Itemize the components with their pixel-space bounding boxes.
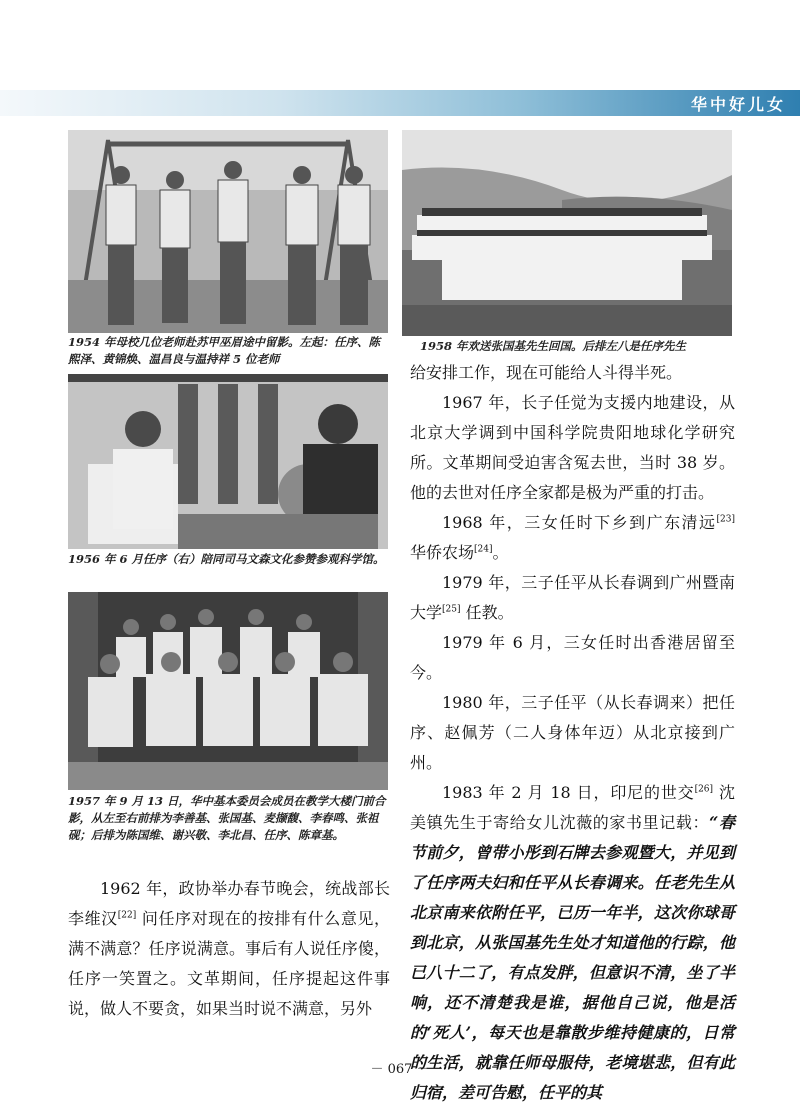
- photo-caption-4: 1958 年欢送张国基先生回国。后排左八是任序先生: [420, 339, 687, 353]
- right-paragraph-4: 1979 年 6 月，三女任时出香港居留至今。: [410, 633, 735, 682]
- section-title: 华中好儿女: [690, 95, 786, 114]
- text-run: 沈美镇先生于寄给女儿沈薇的家书里记载：: [410, 783, 735, 832]
- photo-teachers-1954: [68, 130, 388, 333]
- right-paragraph-2: [410, 508, 735, 568]
- page-number: － 067 －: [370, 1062, 430, 1077]
- text-run: 1962 年，政协举办春节晚会，统战部长李维汉: [68, 879, 390, 928]
- photo-caption-3: 1957 年 9 月 13 日，华中基本委员会成员在教学大楼门前合影，从左至右前排为李善基、张国基、麦撷馥、李春鸣、张祖砚；后排为陈国维、谢兴敬、李北昌、任序、陈章基。: [68, 794, 386, 842]
- letter-quote: “春节前夕，曾带小彤到石牌去参观暨大，并见到了任序两夫妇和任平从长春调来。任老先生从北京南来依附任平，已历一年半，这次你球哥到北京，从张国基先生处才知道他的行踪，他已八十二了，有点发胖，但意识不清，坐了半响，还不清楚我是谁，据他自己说，他是活的‘死人’，每天也是靠散步维持健康的，日常的生活，就靠任师母服侍，老境堪悲，但有此归宿，差可告慰，任平的其: [410, 813, 735, 1102]
- text-run: 1968 年，三女任时下乡到广东清远: [442, 513, 717, 532]
- footnote-ref-24[interactable]: [24]: [474, 544, 493, 555]
- text-run: 任教。: [460, 603, 514, 622]
- text-run: 1983 年 2 月 18 日，印尼的世交: [442, 783, 695, 802]
- header-band: [0, 90, 800, 116]
- left-column-paragraph: [68, 874, 390, 1024]
- footnote-ref-23[interactable]: [23]: [716, 514, 735, 525]
- right-column: [410, 358, 735, 1108]
- right-paragraph-1: 1967 年，长子任觉为支援内地建设，从北京大学调到中国科学院贵阳地球化学研究所。文革期间受迫害含冤去世，当时 38 岁。他的去世对任序全家都是极为严重的打击。: [410, 393, 735, 502]
- photo-caption-2: 1956 年 6 月任序（右）陪同司马文森文化参赞参观科学馆。: [68, 552, 385, 566]
- right-paragraph-0: 给安排工作，现在可能给人斗得半死。: [410, 363, 683, 382]
- footnote-ref-22[interactable]: [22]: [117, 910, 137, 921]
- footnote-ref-25[interactable]: [25]: [442, 604, 461, 615]
- photo-committee-1957: [68, 592, 388, 790]
- photo-caption-1: 1954 年母校几位老师赴苏甲巫眉途中留影。左起：任序、陈熙泽、黄锦焕、温昌良与温持祥 5 位老师: [68, 335, 381, 366]
- photo-farewell-1958: [402, 130, 732, 336]
- text-run: 华侨农场: [410, 543, 475, 562]
- photo-science-museum-1956: [68, 374, 388, 549]
- text-run: 1979 年，三子任平从长春调到广州暨南大学: [410, 573, 735, 622]
- footnote-ref-26[interactable]: [26]: [694, 784, 714, 795]
- right-paragraph-3: [410, 568, 735, 628]
- right-paragraph-5: 1980 年，三子任平（从长春调来）把任序、赵佩芳（二人身体年迈）从北京接到广州。: [410, 693, 735, 772]
- text-run: 问任序对现在的按排有什么意见，满不满意？任序说满意。事后有人说任序傻，任序一笑置之。文革期间，任序提起这件事说，做人不要贪，如果当时说不满意，另外: [68, 909, 390, 1018]
- text-run: 。: [492, 543, 509, 562]
